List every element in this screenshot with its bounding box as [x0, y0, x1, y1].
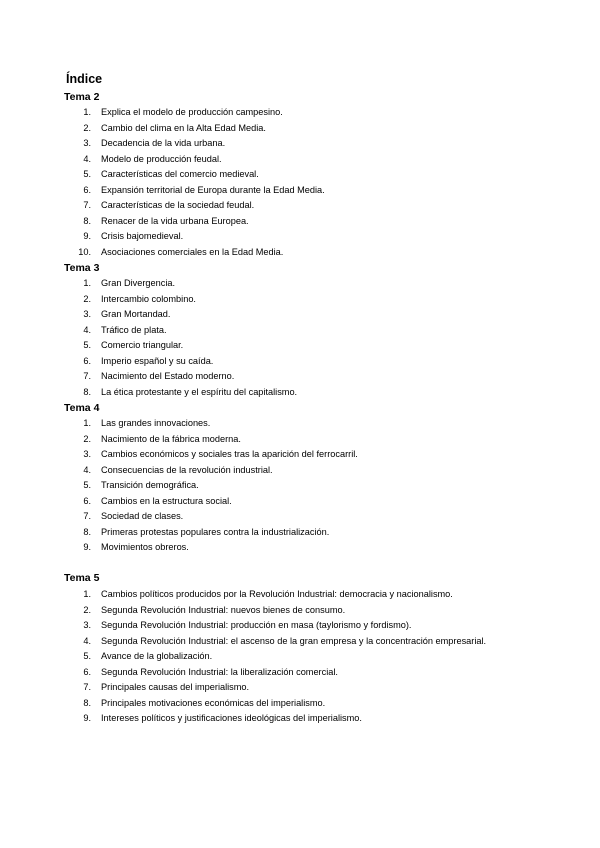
item-number: 2.: [83, 433, 91, 444]
section-heading-tema-3: Tema 3: [64, 262, 100, 274]
section-heading-tema-2: Tema 2: [64, 91, 100, 103]
item-number: 1.: [83, 107, 91, 117]
item-number: 1.: [83, 418, 91, 428]
item-number: 1.: [83, 589, 91, 599]
item-text: Modelo de producción feudal.: [101, 153, 222, 164]
item-number: 4.: [83, 635, 91, 646]
item-text: Renacer de la vida urbana Europea.: [101, 215, 249, 226]
item-text: Decadencia de la vida urbana.: [101, 138, 226, 148]
item-number: 3.: [83, 138, 91, 148]
item-text: Principales causas del imperialismo.: [101, 682, 250, 692]
item-number: 6.: [83, 666, 91, 677]
item-number: 5.: [83, 169, 91, 179]
item-text: Imperio español y su caída.: [101, 355, 214, 366]
item-number: 2.: [83, 122, 91, 133]
item-text: Gran Divergencia.: [101, 278, 176, 288]
item-number: 5.: [83, 340, 91, 350]
item-text: Expansión territorial de Europa durante la Edad Media.: [101, 184, 325, 195]
item-number: 5.: [83, 651, 91, 661]
item-number: 9.: [83, 713, 91, 723]
item-number: 9.: [83, 542, 91, 552]
item-text: Intereses políticos y justificaciones ideológicas del imperialismo.: [101, 713, 362, 723]
item-number: 7.: [83, 682, 91, 692]
item-text: Primeras protestas populares contra la industrialización.: [101, 526, 330, 537]
item-text: Cambios políticos producidos por la Revolución Industrial: democracia y nacionalismo.: [101, 589, 453, 599]
item-text: Cambios en la estructura social.: [101, 495, 232, 506]
item-text: Crisis bajomedieval.: [101, 231, 184, 241]
item-text: Nacimiento del Estado moderno.: [101, 371, 235, 381]
item-number: 10.: [78, 246, 91, 257]
item-number: 4.: [83, 464, 91, 475]
index-title: Índice: [66, 72, 103, 86]
item-text: Nacimiento de la fábrica moderna.: [101, 433, 241, 444]
item-text: Intercambio colombino.: [101, 293, 196, 304]
item-number: 9.: [83, 231, 91, 241]
item-number: 3.: [83, 309, 91, 319]
item-number: 7.: [83, 511, 91, 521]
item-text: Movimientos obreros.: [101, 542, 189, 552]
item-text: Cambios económicos y sociales tras la aparición del ferrocarril.: [101, 449, 358, 459]
item-text: Las grandes innovaciones.: [101, 418, 211, 428]
item-text: Transición demográfica.: [101, 480, 199, 490]
item-text: Avance de la globalización.: [101, 651, 213, 661]
item-number: 8.: [83, 697, 91, 708]
item-number: 8.: [83, 526, 91, 537]
item-text: Segunda Revolución Industrial: la liberalización comercial.: [101, 666, 338, 677]
item-text: Cambio del clima en la Alta Edad Media.: [101, 122, 266, 133]
section-heading-tema-4: Tema 4: [64, 402, 100, 414]
item-number: 4.: [83, 153, 91, 164]
item-text: Gran Mortandad.: [101, 309, 171, 319]
item-text: Asociaciones comerciales en la Edad Media.: [101, 246, 284, 257]
item-number: 3.: [83, 449, 91, 459]
item-number: 1.: [83, 278, 91, 288]
item-number: 3.: [83, 620, 91, 630]
item-text: Características de la sociedad feudal.: [101, 200, 255, 210]
item-number: 2.: [83, 604, 91, 615]
item-text: Consecuencias de la revolución industrial.: [101, 464, 273, 475]
item-number: 6.: [83, 184, 91, 195]
item-number: 7.: [83, 200, 91, 210]
item-number: 6.: [83, 495, 91, 506]
item-text: Tráfico de plata.: [101, 324, 167, 335]
item-text: Comercio triangular.: [101, 340, 184, 350]
section-heading-tema-5: Tema 5: [64, 572, 100, 584]
item-number: 5.: [83, 480, 91, 490]
item-text: Explica el modelo de producción campesino.: [101, 107, 283, 117]
item-number: 7.: [83, 371, 91, 381]
item-number: 8.: [83, 386, 91, 397]
item-text: Principales motivaciones económicas del imperialismo.: [101, 697, 326, 708]
item-number: 6.: [83, 355, 91, 366]
item-number: 8.: [83, 215, 91, 226]
item-text: Sociedad de clases.: [101, 511, 184, 521]
item-text: Características del comercio medieval.: [101, 169, 259, 179]
item-text: Segunda Revolución Industrial: nuevos bienes de consumo.: [101, 604, 346, 615]
item-number: 2.: [83, 293, 91, 304]
item-text: Segunda Revolución Industrial: producción en masa (taylorismo y fordismo).: [101, 620, 412, 630]
item-text: La ética protestante y el espíritu del capitalismo.: [101, 386, 298, 397]
item-number: 4.: [83, 324, 91, 335]
item-text: Segunda Revolución Industrial: el ascenso de la gran empresa y la concentración empresarial.: [101, 635, 487, 646]
